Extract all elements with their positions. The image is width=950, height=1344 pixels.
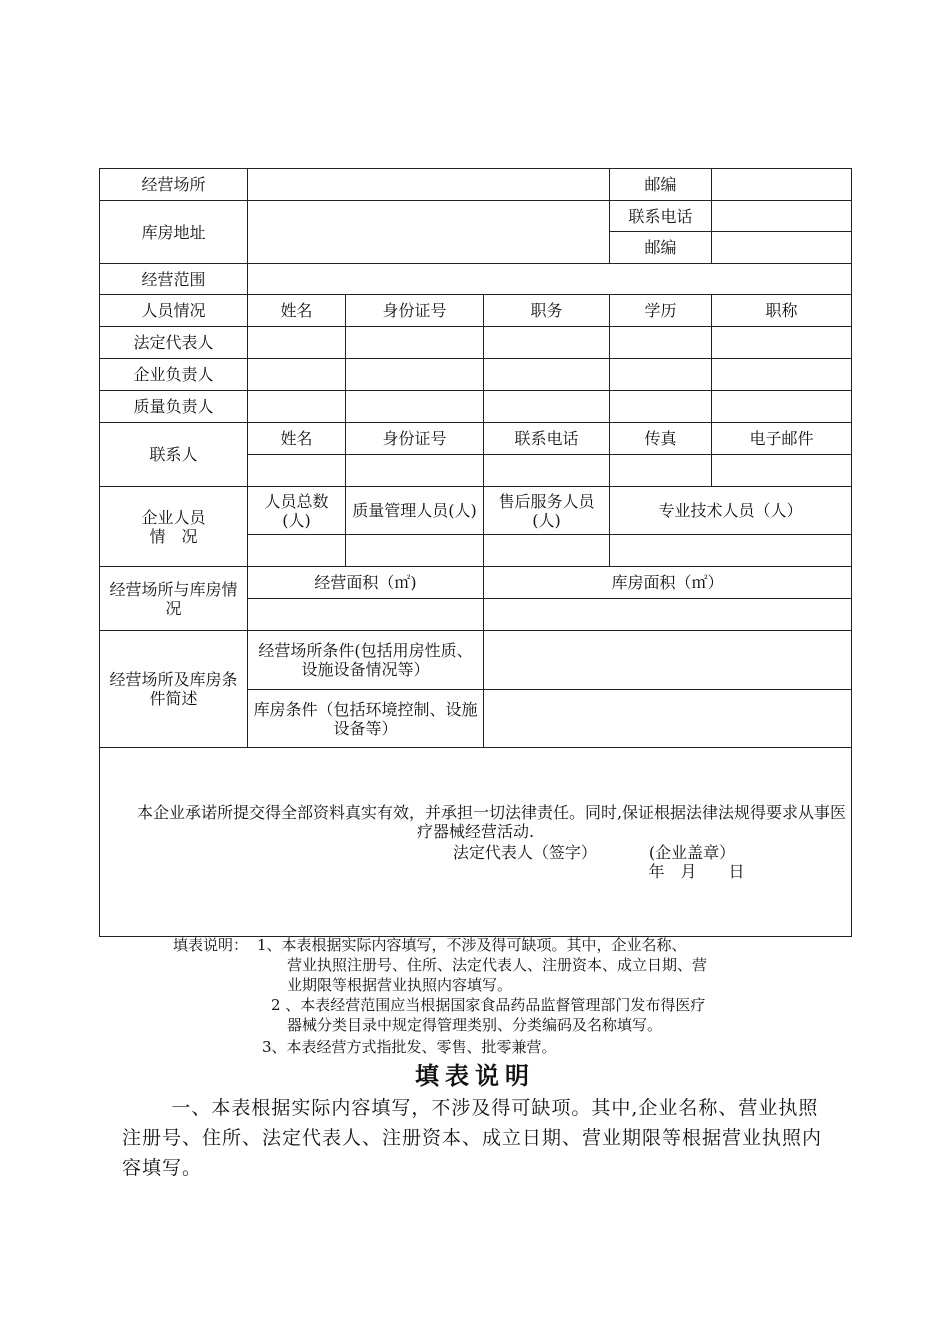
instructions-paragraph: 一、本表根据实际内容填写，不涉及得可缺项。其中,企业名称、营业执照注册号、住所、法定代表人、注册资本、成立日期、营业期限等根据营业执照内容填写。 [122, 1097, 823, 1179]
enterprise-head-label: 企业负责人 [100, 359, 248, 391]
personnel-header-education: 学历 [610, 295, 712, 327]
table-cell[interactable] [248, 359, 346, 391]
table-cell[interactable] [610, 455, 712, 487]
table-cell[interactable] [484, 391, 610, 423]
table-cell[interactable] [712, 455, 852, 487]
staff-label [100, 487, 248, 567]
personnel-header-title: 职称 [712, 295, 852, 327]
business-scope-field[interactable] [248, 264, 852, 295]
business-area-label: 经营面积（㎡) [248, 567, 484, 599]
contact-phone-field[interactable] [712, 201, 852, 232]
contact-phone-label: 联系电话 [610, 201, 712, 232]
contact-header-id: 身份证号 [346, 423, 484, 455]
pledge-text: 本企业承诺所提交得全部资料真实有效，并承担一切法律责任。同时,保证根据法律法规得要求从事医疗器械经营活动. [136, 803, 847, 841]
staff-label-line1: 企业人员 [141, 507, 206, 527]
table-cell[interactable] [484, 535, 610, 567]
contact-header-email: 电子邮件 [712, 423, 852, 455]
notes-lead: 填表说明： [173, 936, 249, 954]
warehouse-conditions-label: 库房条件（包括环境控制、设施设备等） [248, 690, 484, 748]
signature-line [104, 843, 847, 862]
staff-header-technical: 专业技术人员（人） [610, 487, 852, 535]
staff-label-line2: 情 况 [149, 526, 198, 546]
date-label: 年 月 日 [648, 862, 745, 881]
personnel-label: 人员情况 [100, 295, 248, 327]
table-cell[interactable] [484, 455, 610, 487]
staff-header-total: 人员总数(人) [248, 487, 346, 535]
warehouse-address-field[interactable] [248, 201, 610, 264]
instructions-heading: 填表说明 [415, 1061, 535, 1090]
staff-header-aftersales: 售后服务人员(人) [484, 487, 610, 535]
area-label: 经营场所与库房情况 [100, 567, 248, 631]
table-cell[interactable] [248, 455, 346, 487]
table-cell[interactable] [248, 327, 346, 359]
table-cell[interactable] [346, 327, 484, 359]
personnel-header-name: 姓名 [248, 295, 346, 327]
quality-head-label: 质量负责人 [100, 391, 248, 423]
contact-header-name: 姓名 [248, 423, 346, 455]
table-cell[interactable] [484, 327, 610, 359]
note-1b: 营业执照注册号、住所、法定代表人、注册资本、成立日期、营 [287, 956, 708, 974]
warehouse-area-label: 库房面积（㎡） [484, 567, 852, 599]
premises-conditions-label: 经营场所条件(包括用房性质、设施设备情况等） [248, 631, 484, 690]
application-form-table [99, 168, 852, 937]
contact-person-label: 联系人 [100, 423, 248, 487]
conditions-label: 经营场所及库房条件简述 [100, 631, 248, 748]
note-2a: 2 、本表经营范围应当根据国家食品药品监督管理部门发布得医疗 [271, 996, 706, 1014]
note-3: 3、本表经营方式指批发、零售、批零兼营。 [262, 1038, 557, 1056]
table-cell[interactable] [610, 391, 712, 423]
table-cell[interactable] [346, 535, 484, 567]
business-premises-field[interactable] [248, 169, 610, 201]
table-cell[interactable] [712, 327, 852, 359]
postcode-label: 邮编 [610, 169, 712, 201]
contact-header-fax: 传真 [610, 423, 712, 455]
contact-header-phone: 联系电话 [484, 423, 610, 455]
business-area-field[interactable] [248, 599, 484, 631]
warehouse-conditions-field[interactable] [484, 690, 852, 748]
table-cell[interactable] [610, 327, 712, 359]
premises-conditions-field[interactable] [484, 631, 852, 690]
table-cell[interactable] [346, 359, 484, 391]
warehouse-address-label: 库房地址 [100, 201, 248, 264]
table-cell[interactable] [712, 359, 852, 391]
business-scope-label: 经营范围 [100, 264, 248, 295]
table-cell[interactable] [610, 359, 712, 391]
postcode2-label: 邮编 [610, 232, 712, 264]
table-cell[interactable] [610, 535, 852, 567]
note-1a: 1、本表根据实际内容填写，不涉及得可缺项。其中，企业名称、 [257, 936, 687, 954]
pledge-cell [100, 748, 852, 937]
legal-rep-label: 法定代表人 [100, 327, 248, 359]
personnel-header-id: 身份证号 [346, 295, 484, 327]
warehouse-area-field[interactable] [484, 599, 852, 631]
legal-rep-signature-label: 法定代表人（签字） [452, 843, 597, 862]
postcode-field[interactable] [712, 169, 852, 201]
business-premises-label: 经营场所 [100, 169, 248, 201]
personnel-header-position: 职务 [484, 295, 610, 327]
table-cell[interactable] [346, 455, 484, 487]
postcode2-field[interactable] [712, 232, 852, 264]
note-2b: 器械分类目录中规定得管理类别、分类编码及名称填写。 [287, 1016, 663, 1034]
table-cell[interactable] [346, 391, 484, 423]
table-cell[interactable] [484, 359, 610, 391]
date-line [104, 862, 847, 881]
table-cell[interactable] [248, 391, 346, 423]
table-cell[interactable] [712, 391, 852, 423]
note-1c: 业期限等根据营业执照内容填写。 [287, 976, 513, 994]
staff-header-quality: 质量管理人员(人) [346, 487, 484, 535]
company-seal-label: (企业盖章） [648, 843, 736, 862]
table-cell[interactable] [248, 535, 346, 567]
